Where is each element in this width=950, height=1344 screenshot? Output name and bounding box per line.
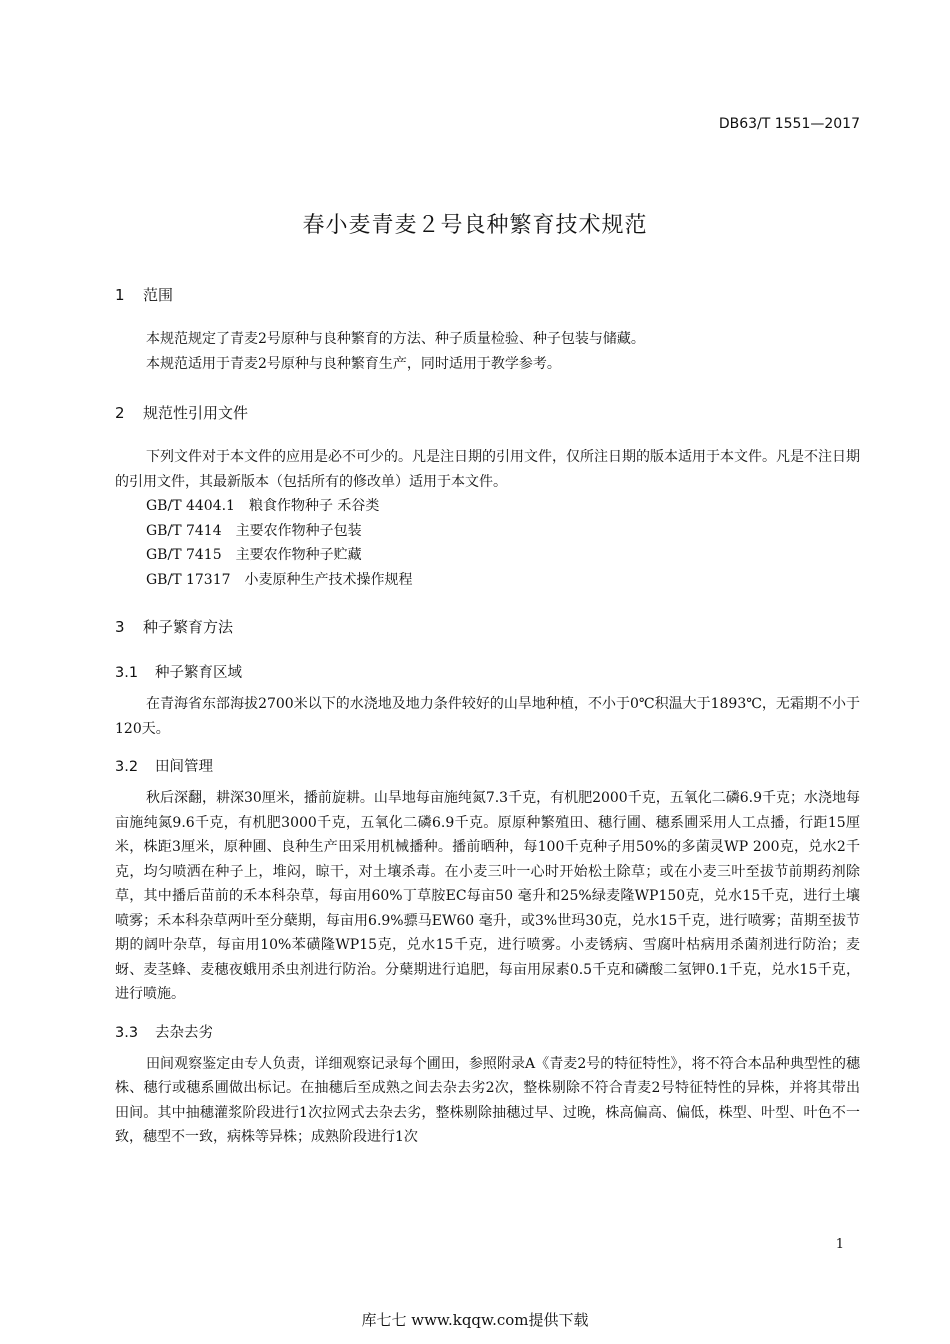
section-title: 规范性引用文件 — [143, 404, 249, 422]
subsection-heading-3-1 — [115, 661, 860, 682]
page-number: 1 — [835, 1237, 844, 1252]
section-heading-2 — [115, 402, 860, 423]
subsection-heading-3-3 — [115, 1021, 860, 1042]
reference-item: GB/T 7415 主要农作物种子贮藏 — [146, 547, 362, 563]
reference-item: GB/T 7414 主要农作物种子包装 — [146, 522, 362, 539]
subsection-number: 3.1 — [115, 665, 139, 681]
paragraph: 在青海省东部海拔2700米以下的水浇地及地力条件较好的山旱地种植，不小于0℃积温大于1893℃，无霜期不小于120天。 — [115, 696, 860, 737]
document-body — [115, 284, 860, 1150]
paragraph: 本规范规定了青麦2号原种与良种繁育的方法、种子质量检验、种子包装与储藏。 — [146, 331, 645, 347]
section-number: 1 — [115, 286, 125, 304]
document-title: 春小麦青麦２号良种繁育技术规范 — [302, 213, 648, 238]
reference-item: GB/T 4404.1 粮食作物种子 禾谷类 — [146, 498, 380, 514]
section-heading-1 — [115, 284, 860, 305]
paragraph: 下列文件对于本文件的应用是必不可少的。凡是注日期的引用文件，仅所注日期的版本适用于本文件。凡是不注日期的引用文件，其最新版本（包括所有的修改单）适用于本文件。 — [115, 449, 860, 490]
subsection-title: 种子繁育区域 — [155, 665, 242, 681]
section-number: 3 — [115, 618, 125, 636]
paragraph: 秋后深翻，耕深30厘米，播前旋耕。山旱地每亩施纯氮7.3千克，有机肥2000千克，五氧化二磷6.9千克；水浇地每亩施纯氮9.6千克，有机肥3000千克，五氧化二磷6.9千克。原原种繁殖田、穗行圃、穗系圃采用人工点播，行距15厘米，株距3厘米，原种圃、良种生产田采用机械播种。播前晒种，每100千克种子用50%的多菌灵WP 200克，兑水2千克，均匀喷洒在种子上，堆闷，晾干，对土壤杀毒。在小麦三叶一心时开始松土除草；或在小麦三叶至拔节前期药剂除草，其中播后苗前的禾本科杂草，每亩用60%丁草胺EC每亩50 毫升和25%绿麦隆WP150克，兑水15千克，进行土壤喷雾；禾本科杂草两叶至分蘖期，每亩用6.9%骠马EW60 毫升，或3%世玛30克，兑水15千克，进行喷雾；苗期至拔节期的阔叶杂草，每亩用10%苯磺隆WP15克，兑水15千克，进行喷雾。小麦锈病、雪腐叶枯病用杀菌剂进行防治；麦蚜、麦茎蜂、麦穗夜蛾用杀虫剂进行防治。分蘖期进行追肥，每亩用尿素0.5千克和磷酸二氢钾0.1千克，兑水15千克，进行喷施。 — [115, 790, 860, 1002]
paragraph: 本规范适用于青麦2号原种与良种繁育生产，同时适用于教学参考。 — [146, 355, 561, 372]
subsection-number: 3.2 — [115, 759, 139, 775]
footer-watermark: 库七七 www.kqqw.com提供下载 — [361, 1311, 589, 1329]
paragraph: 田间观察鉴定由专人负责，详细观察记录每个圃田，参照附录A《青麦2号的特征特性》，将不符合本品种典型性的穗株、穗行或穗系圃做出标记。在抽穗后至成熟之间去杂去劣2次，整株剔除不符合青麦2号特征特性的异株，并将其带出田间。其中抽穗灌浆阶段进行1次拉网式去杂去劣，整株剔除抽穗过早、过晚，株高偏高、偏低，株型、叶型、叶色不一致，穗型不一致，病株等异株；成熟阶段进行1次 — [115, 1055, 860, 1145]
subsection-title: 去杂去劣 — [155, 1024, 213, 1041]
reference-item: GB/T 17317 小麦原种生产技术操作规程 — [146, 571, 413, 588]
section-title: 种子繁育方法 — [143, 618, 234, 636]
subsection-title: 田间管理 — [155, 759, 213, 775]
subsection-number: 3.3 — [115, 1024, 139, 1041]
section-heading-3 — [115, 616, 860, 637]
section-number: 2 — [115, 404, 125, 422]
standard-code: DB63/T 1551—2017 — [718, 116, 860, 132]
section-title: 范围 — [143, 286, 174, 304]
subsection-heading-3-2 — [115, 755, 860, 776]
